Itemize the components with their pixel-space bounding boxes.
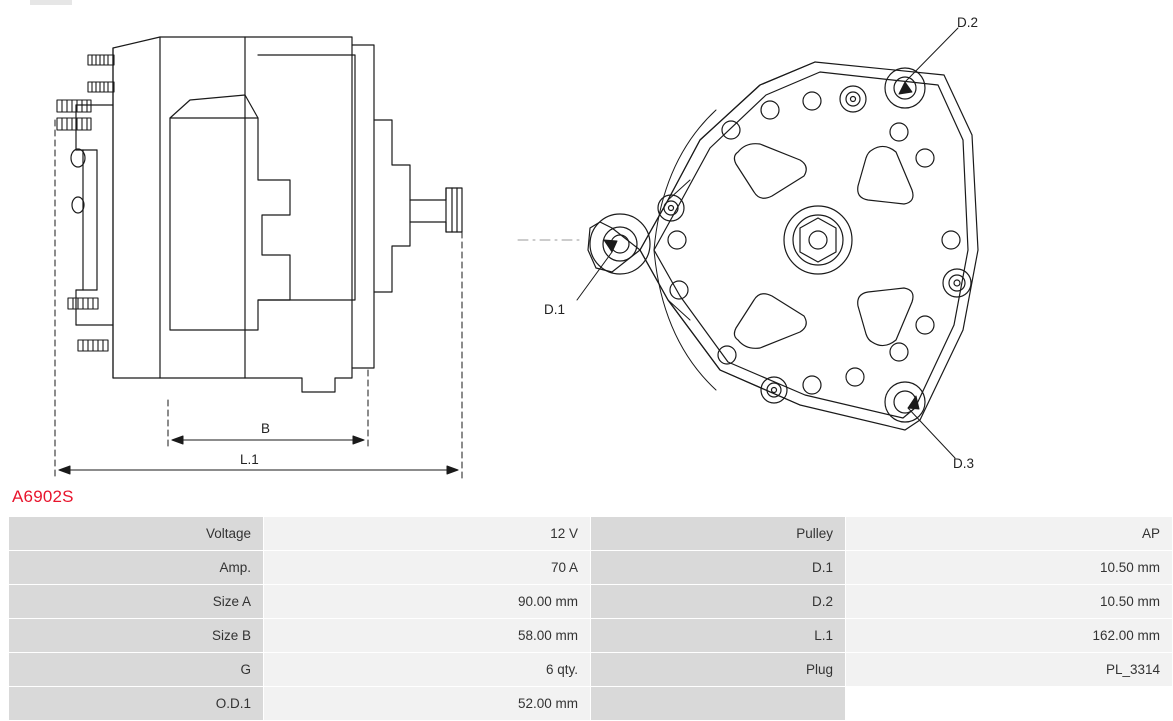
- spec-value: 6 qty.: [264, 653, 591, 687]
- spec-label: Plug: [591, 653, 846, 687]
- table-row: [9, 517, 1173, 551]
- spec-label: Amp.: [9, 551, 264, 585]
- spec-label: O.D.1: [9, 687, 264, 721]
- spec-label: D.1: [591, 551, 846, 585]
- table-row: [9, 619, 1173, 653]
- spec-value: 162.00 mm: [846, 619, 1173, 653]
- spec-label: Pulley: [591, 517, 846, 551]
- spec-label: G: [9, 653, 264, 687]
- spec-label: Voltage: [9, 517, 264, 551]
- table-row: [9, 653, 1173, 687]
- label-b: B: [261, 421, 271, 436]
- spec-value: 70 A: [264, 551, 591, 585]
- spec-value: 12 V: [264, 517, 591, 551]
- side-view-alternator: [55, 37, 462, 478]
- part-number: A6902S: [12, 487, 74, 506]
- label-l1: L.1: [240, 452, 259, 467]
- spec-value: 10.50 mm: [846, 585, 1173, 619]
- table-row: [9, 687, 1173, 721]
- spec-label: Size B: [9, 619, 264, 653]
- spec-value: 52.00 mm: [264, 687, 591, 721]
- spec-value: 58.00 mm: [264, 619, 591, 653]
- dimension-b: [168, 370, 368, 450]
- spec-label-empty: [591, 687, 846, 721]
- spec-value: PL_3314: [846, 653, 1173, 687]
- label-d2: D.2: [957, 15, 979, 30]
- spec-label: Size A: [9, 585, 264, 619]
- spec-value: AP: [846, 517, 1173, 551]
- spec-value: 10.50 mm: [846, 551, 1173, 585]
- front-view-alternator: [518, 28, 978, 458]
- label-d1: D.1: [544, 302, 566, 317]
- spec-label: D.2: [591, 585, 846, 619]
- spec-label: L.1: [591, 619, 846, 653]
- spec-value-empty: [846, 687, 1173, 721]
- label-d3: D.3: [953, 456, 975, 471]
- table-row: [9, 585, 1173, 619]
- specification-table: [8, 516, 1173, 721]
- table-row: [9, 551, 1173, 585]
- spec-value: 90.00 mm: [264, 585, 591, 619]
